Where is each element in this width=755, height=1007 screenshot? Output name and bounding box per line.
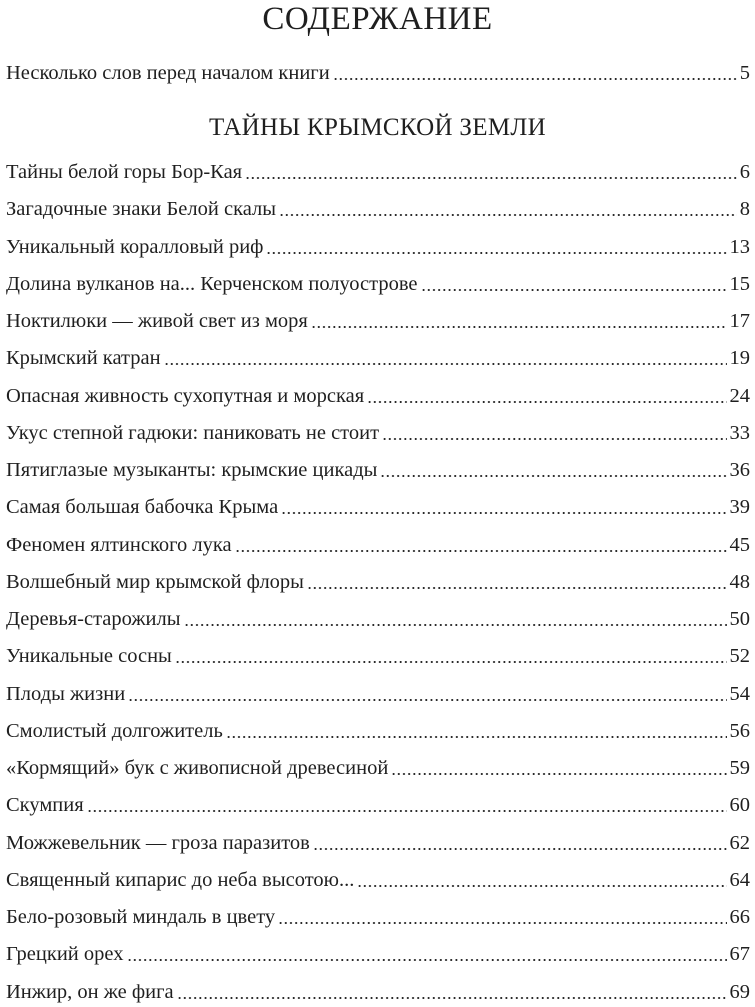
toc-entry-page: 60 xyxy=(729,794,750,817)
toc-entry[interactable] xyxy=(6,232,750,262)
toc-entry-title: Несколько слов перед началом книги xyxy=(6,62,330,84)
toc-entry-title: Плоды жизни xyxy=(6,682,126,705)
toc-entry-title: Тайны белой горы Бор-Кая xyxy=(6,161,243,183)
toc-entry-title: Грецкий орех xyxy=(6,943,124,966)
toc-entry-title: Уникальный коралловый риф xyxy=(6,235,264,258)
dot-leader xyxy=(307,586,727,590)
toc-entry-page: 33 xyxy=(729,421,750,444)
toc-entry[interactable] xyxy=(6,641,750,671)
toc-entry-page: 15 xyxy=(729,272,750,295)
dot-leader xyxy=(245,176,737,180)
toc-entry-page: 24 xyxy=(729,384,750,407)
toc-entry[interactable] xyxy=(6,492,750,522)
toc-entry[interactable] xyxy=(6,604,750,634)
dot-leader xyxy=(175,660,727,664)
toc-entry-page: 50 xyxy=(729,608,750,630)
toc-entry-page: 54 xyxy=(729,682,750,705)
dot-leader xyxy=(278,921,726,925)
toc-entry[interactable] xyxy=(6,194,750,224)
toc-entry-title: Уникальные сосны xyxy=(6,645,172,668)
toc-entry[interactable] xyxy=(6,865,750,895)
toc-entry[interactable] xyxy=(6,269,750,299)
dot-leader xyxy=(266,251,726,255)
toc-entry-page: 45 xyxy=(729,533,750,556)
toc-entry[interactable] xyxy=(6,306,750,336)
toc-entry-title: Ноктилюки — живой свет из моря xyxy=(6,310,308,332)
toc-entry-page: 62 xyxy=(729,831,750,854)
toc-entry[interactable] xyxy=(6,902,750,932)
toc-entry-title: Укус степной гадюки: паниковать не стоит xyxy=(6,421,380,444)
toc-entry-page: 69 xyxy=(729,980,750,1003)
toc-entry-title: Феномен ялтинского лука xyxy=(6,533,232,556)
section-title: ТАЙНЫ КРЫМСКОЙ ЗЕМЛИ xyxy=(209,114,546,141)
toc-entry-page: 64 xyxy=(729,868,750,891)
toc-entry[interactable] xyxy=(6,753,750,783)
toc-entry-title: Пятиглазые музыканты: крымские цикады xyxy=(6,459,378,481)
dot-leader xyxy=(382,437,726,441)
toc-entry-page: 52 xyxy=(729,645,750,668)
dot-leader xyxy=(311,325,727,329)
dot-leader xyxy=(421,288,727,292)
dot-leader xyxy=(226,735,727,739)
toc-entry-page: 67 xyxy=(729,943,750,966)
toc-entry-title: Священный кипарис до неба высотою... xyxy=(6,868,355,891)
toc-entry-title: Долина вулканов на... Керченском полуострове xyxy=(6,272,418,295)
toc-entry[interactable] xyxy=(6,939,750,969)
toc-entry-title: Самая большая бабочка Крыма xyxy=(6,496,279,519)
dot-leader xyxy=(313,847,727,851)
dot-leader xyxy=(177,996,727,1000)
toc-entry[interactable] xyxy=(6,828,750,858)
toc-entry-title: Волшебный мир крымской флоры xyxy=(6,570,304,593)
toc-entry-page: 66 xyxy=(729,906,750,928)
dot-leader xyxy=(128,698,726,702)
toc-entry-title: Крымский катран xyxy=(6,347,161,370)
toc-entry[interactable] xyxy=(6,790,750,820)
toc-entry-title: Опасная живность сухопутная и морская xyxy=(6,384,365,407)
toc-entry-page: 13 xyxy=(729,235,750,258)
toc-entry-intro[interactable] xyxy=(6,58,750,88)
toc-entry[interactable] xyxy=(6,977,750,1007)
toc-entry-title: Инжир, он же фига xyxy=(6,980,174,1003)
toc-entry-page: 36 xyxy=(729,459,750,481)
dot-leader xyxy=(333,77,737,81)
toc-entry-title: Бело-розовый миндаль в цвету xyxy=(6,906,276,928)
toc-entry-page: 17 xyxy=(729,310,750,332)
toc-entry-page: 59 xyxy=(729,757,750,779)
toc-entry[interactable] xyxy=(6,716,750,746)
toc-entry-page: 56 xyxy=(729,719,750,742)
toc-entry[interactable] xyxy=(6,679,750,709)
toc-entry-title: Деревья-старожилы xyxy=(6,608,181,630)
toc-entry[interactable] xyxy=(6,157,750,187)
dot-leader xyxy=(235,549,727,553)
dot-leader xyxy=(164,362,727,366)
toc-entry-page: 48 xyxy=(729,570,750,593)
toc-entry[interactable] xyxy=(6,530,750,560)
dot-leader xyxy=(357,884,726,888)
dot-leader xyxy=(380,474,726,478)
dot-leader xyxy=(127,958,727,962)
toc-entry[interactable] xyxy=(6,455,750,485)
toc-entry-title: Смолистый долгожитель xyxy=(6,719,223,742)
toc-entry-title: «Кормящий» бук с живописной древесиной xyxy=(6,757,389,779)
dot-leader xyxy=(279,213,737,217)
dot-leader xyxy=(87,809,727,813)
dot-leader xyxy=(391,772,726,776)
toc-entry[interactable] xyxy=(6,418,750,448)
toc-entry-page: 8 xyxy=(739,198,750,221)
toc-entry[interactable] xyxy=(6,567,750,597)
toc-entry[interactable] xyxy=(6,381,750,411)
toc-entry-title: Загадочные знаки Белой скалы xyxy=(6,198,277,221)
dot-leader xyxy=(184,623,727,627)
toc-entry-title: Скумпия xyxy=(6,794,84,817)
dot-leader xyxy=(367,400,726,404)
dot-leader xyxy=(281,511,726,515)
toc-entry-page: 19 xyxy=(729,347,750,370)
toc-entry-page: 5 xyxy=(739,62,750,84)
page-title: СОДЕРЖАНИЕ xyxy=(262,1,493,37)
toc-entry-page: 6 xyxy=(739,161,750,183)
toc-entry-title: Можжевельник — гроза паразитов xyxy=(6,831,310,854)
toc-entry[interactable] xyxy=(6,343,750,373)
toc-entry-page: 39 xyxy=(729,496,750,519)
